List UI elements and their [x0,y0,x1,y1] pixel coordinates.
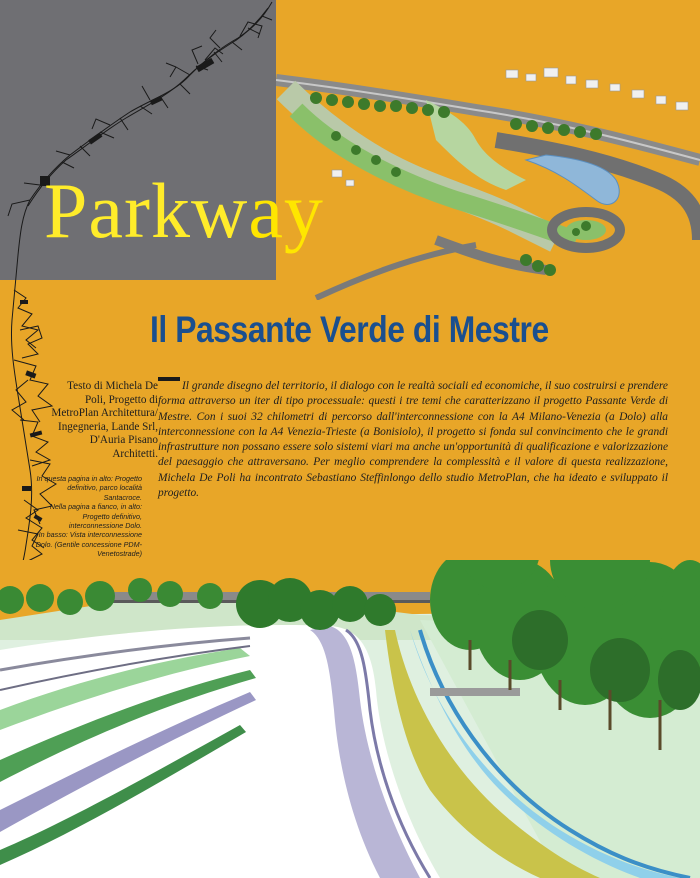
page-title [44,167,324,254]
caption-line-2: Nella pagina a fianco, in alto: Progetto definitivo, interconnessione Dolo. [49,502,142,531]
title-part-2: ay [248,167,324,254]
aerial-rendering-illustration [276,40,700,300]
article-subtitle: Il Passante Verde di Mestre [150,309,549,350]
caption-line-3: In basso: Vista interconnessione Dolo. (Gentile concessione PDM-Venetostrade) [35,530,142,559]
image-caption [30,474,142,559]
highway-rendering-illustration [0,560,700,878]
title-part-1: Parkw [44,167,249,254]
intro-paragraph: Il grande disegno del territorio, il dialogo con le realtà sociali ed economiche, il suo costruirsi e prendere forma attraverso un iter di tipo processuale: questi i tre temi che caratterizzano il progetto Passante Verde di Mestre. Con i suoi 32 chilometri di percorso dall'interconnessione con la A4 Milano-Venezia (a Dolo) alla interconnessione con la A4 Venezia-Trieste (a Bonisiolo), il progetto si fonda sul convincimento che le grandi infrastrutture non possano essere solo sistemi viari ma anche un'opportunità di qualificazione e valorizzazione del paesaggio che attraversano. Per meglio comprendere la complessità e il valore di questa realizzazione, Michela De Poli ha incontrato Sebastiano Steffinlongo dello studio MetroPlan, che ha ideato e sviluppato il progetto. [158,380,668,500]
author-credits: Testo di Michela De Poli, Progetto di MetroPlan Architettura/ Ingegneria, Lande Srl, D'Auria Pisano Architetti. [51,380,158,460]
caption-line-1: In questa pagina in alto: Progetto definitivo, parco località Santacroce. [36,474,142,502]
